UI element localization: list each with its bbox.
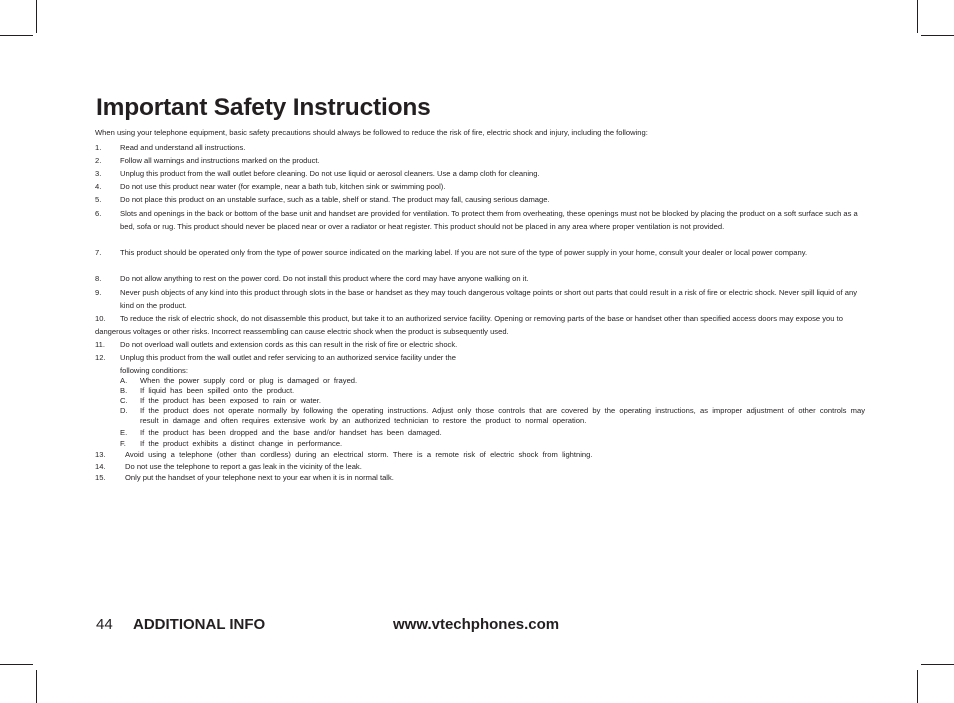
list-item (95, 141, 865, 154)
item-text: Follow all warnings and instructions marked on the product. (120, 156, 320, 165)
item-number: 10. (95, 314, 106, 323)
condition-text: If the product has been dropped and the base and/or handset has been damaged. (140, 428, 442, 437)
crop-mark (36, 0, 37, 33)
condition-item (120, 406, 865, 427)
list-item (95, 167, 865, 180)
condition-text: If the product exhibits a distinct change in performance. (140, 439, 343, 448)
condition-letter: A. (120, 376, 128, 385)
condition-item (120, 376, 865, 386)
item-text: Do not use this product near water (for example, near a bath tub, kitchen sink or swimming pool). (120, 182, 446, 191)
item-text: Read and understand all instructions. (120, 143, 246, 152)
conditions-intro (120, 365, 865, 376)
item-number: 6. (95, 209, 102, 218)
item-text: Do not overload wall outlets and extension cords as this can result in the risk of fire or electric shock. (120, 340, 458, 349)
list-item (95, 272, 865, 285)
crop-mark (0, 664, 33, 665)
condition-letter: D. (120, 406, 128, 415)
list-item (95, 207, 865, 233)
condition-item (120, 396, 865, 406)
list-item (95, 461, 865, 472)
list-item (95, 351, 865, 364)
item-number: 2. (95, 156, 102, 165)
item-text: Do not allow anything to rest on the power cord. Do not install this product where the cord may have anyone walking on it. (120, 274, 529, 283)
item-text: Unplug this product from the wall outlet before cleaning. Do not use liquid or aerosol cleaners. Use a damp cloth for cleaning. (120, 169, 540, 178)
condition-item (120, 386, 865, 396)
item-text: Avoid using a telephone (other than cordless) during an electrical storm. There is a remote risk of electric shock from lightning. (125, 450, 593, 459)
item-text: This product should be operated only from the type of power source indicated on the marking label. If you are not sure of the type of power supply in your home, consult your dealer or local power company. (120, 248, 808, 257)
item-number: 1. (95, 143, 102, 152)
item-text: To reduce the risk of electric shock, do not disassemble this product, but take it to an authorized service facility. Opening or removing parts of the base or handset other than specified access doors may expose you to dangerous voltages or other risks. Incorrect reassembling can cause electric shock when the product is subsequently used. (95, 314, 843, 336)
crop-mark (917, 670, 918, 703)
list-item (95, 246, 865, 259)
list-item (95, 193, 865, 206)
item-number: 5. (95, 195, 102, 204)
item-number: 8. (95, 274, 102, 283)
list-item (95, 180, 865, 193)
section-title: ADDITIONAL INFO (133, 616, 266, 633)
item-number: 12. (95, 353, 106, 362)
list-item (95, 312, 865, 338)
item-number: 13. (95, 450, 106, 459)
item-text: Unplug this product from the wall outlet and refer servicing to an authorized service facility under the (120, 353, 456, 362)
item-text: Slots and openings in the back or bottom of the base unit and handset are provided for ventilation. To protect them from overheating, these openings must not be blocked by placing the product on a soft surface such as a bed, sofa or rug. This product should never be placed near or over a radiator or heat register. This product should not be placed in any area where proper ventilation is not provided. (120, 209, 858, 231)
crop-mark (36, 670, 37, 703)
item-text: Never push objects of any kind into this product through slots in the base or handset as they may touch dangerous voltage points or short out parts that could result in a risk of fire or electric shock. Never spill liquid of any kind on the product. (120, 288, 857, 310)
crop-mark (917, 0, 918, 33)
condition-item (120, 428, 865, 438)
crop-mark (0, 35, 33, 36)
item-text: Do not place this product on an unstable surface, such as a table, shelf or stand. The product may fall, causing serious damage. (120, 195, 550, 204)
item-number: 3. (95, 169, 102, 178)
condition-letter: C. (120, 396, 128, 405)
list-item (95, 472, 865, 483)
item-number: 15. (95, 473, 106, 482)
page-title: Important Safety Instructions (96, 94, 431, 121)
condition-letter: E. (120, 428, 128, 437)
conditions-intro-text: following conditions: (120, 366, 188, 375)
condition-item (120, 439, 865, 449)
condition-text: If the product does not operate normally by following the operating instructions. Adjust only those controls that are covered by the operating instructions, as improper adjustment of other controls may result in damage and often requires extensive work by an authorized technician to restore the product to normal operation. (140, 406, 865, 426)
intro-text: When using your telephone equipment, basic safety precautions should always be followed to reduce the risk of fire, electric shock and injury, including the following: (95, 128, 648, 137)
crop-mark (921, 664, 954, 665)
item-text: Do not use the telephone to report a gas leak in the vicinity of the leak. (125, 462, 362, 471)
crop-mark (921, 35, 954, 36)
list-item (95, 286, 865, 312)
item-number: 7. (95, 248, 102, 257)
condition-letter: B. (120, 386, 128, 395)
website-url: www.vtechphones.com (393, 616, 560, 633)
condition-text: If the product has been exposed to rain or water. (140, 396, 321, 405)
list-item (95, 154, 865, 167)
item-number: 4. (95, 182, 102, 191)
condition-text: When the power supply cord or plug is damaged or frayed. (140, 376, 358, 385)
item-number: 11. (95, 340, 105, 349)
page-number: 44 (96, 616, 113, 633)
list-item (95, 338, 865, 351)
item-number: 9. (95, 288, 102, 297)
item-number: 14. (95, 462, 106, 471)
item-text: Only put the handset of your telephone next to your ear when it is in normal talk. (125, 473, 394, 482)
condition-letter: F. (120, 439, 126, 448)
condition-text: If liquid has been spilled onto the product. (140, 386, 295, 395)
list-item (95, 449, 865, 460)
